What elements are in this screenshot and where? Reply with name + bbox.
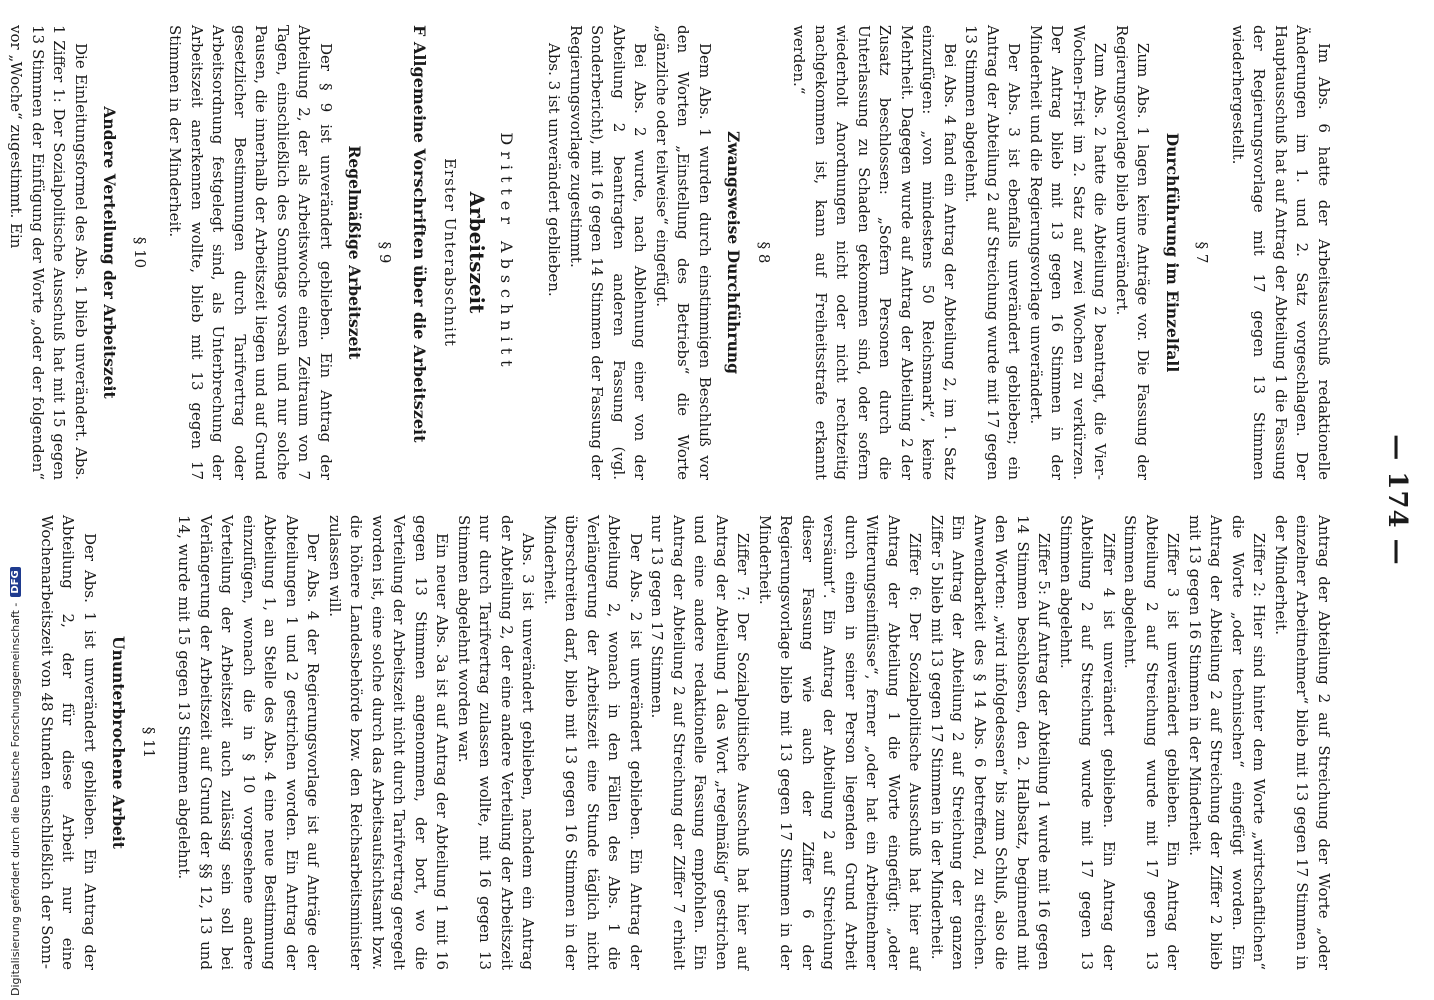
section-heading: Zwangsweise Durchführung [724, 131, 744, 374]
paragraph: Abs. 3 ist unverändert geblieben. [545, 43, 564, 297]
paragraph: Ziffer 2: Hier sind hinter dem Worte „wirtschaftlichen“ die Worte „oder technischen“ eingefügt worden. Ein Antrag der Abteilung 2 auf Streichung der Ziffer 2 blieb mit 13 gegen 16 Stimmen in der Minderheit. [1186, 515, 1269, 970]
section-heading: Durchführung im Einzelfall [1163, 132, 1182, 373]
part-heading: Dritter Abschnitt [497, 132, 516, 373]
paragraph: Ein neuer Abs. 3a ist auf Antrag der Abteilung 1 mit 16 gegen 13 Stimmen angenommen, der bort, wo die Verteilung der Arbeitszeit nicht durch Tarifvertrag geregelt worden ist, eine solche durch das Arbeitsaufsichtsamt bzw. die höhere Landesbehörde bzw. den Reichsarbeitsminister zulassen will. [326, 515, 452, 970]
section-heading: Andere Verteilung der Arbeitszeit [100, 106, 120, 399]
paragraph: Zum Abs. 2 hatte die Abteilung 2 beantragt, die Vier-Wochen-Frist im 2. Satz auf zwei Wochen zu verkürzen. Der Antrag blieb mit 13 gegen 16 Stimmen in der Minderheit und die Regierungsvorlage unverändert. [1027, 25, 1110, 480]
section-number: § 11 [140, 726, 158, 759]
right-column [36, 515, 1335, 970]
subsection-label: Erster Unterabschnitt [441, 158, 459, 347]
left-column [5, 25, 1334, 480]
paragraph: Antrag der Abteilung 2 auf Streichung der Worte „oder einzelner Arbeitnehmer“ blieb mit 13 gegen 17 Stimmen in der Minderheit. [1272, 515, 1333, 970]
paragraph: Abs. 3 ist unverändert geblieben, nachdem ein Antrag der Abteilung 2, der eine andere Verteilung der Arbeitszeit nur durch Tarifvertrag zulassen wollte, mit 16 gegen 13 Stimmen abgelehnt worden war. [455, 515, 538, 970]
paragraph: Der Abs. 2 ist unverändert geblieben. Ein Antrag der Abteilung 2, wonach in den Fällen des Abs. 1 die Verlängerung der Arbeitszeit eine Stunde täglich nicht überschreiten darf, blieb mit 13 gegen 16 Stimmen in der Minderheit. [541, 515, 645, 970]
section-heading: Ununterbrochene Arbeit [109, 636, 129, 849]
paragraph: Bei Abs. 4 fand ein Antrag der Abteilung 2, im 1. Satz einzufügen: „von mindestens 50 Reichsmark“, keine Mehrheit. Dagegen wurde auf Antrag der Abteilung 2 der Zusatz beschlossen: „Sofern Personen durch die Unterlassung zu Schaden gekommen sind, oder sofern wiederholt Anordnungen nicht oder nicht rechtzeitig nachgekommen ist, kann auf Freiheitsstrafe erkannt werden.“ [790, 25, 959, 480]
section-heading: Regelmäßige Arbeitszeit [345, 145, 365, 360]
section-number: § 8 [755, 241, 773, 264]
group-heading: F Allgemeine Vorschriften über die Arbeitszeit [410, 25, 430, 443]
section-number: § 10 [131, 236, 149, 269]
paragraph: Ziffer 3 ist unverändert geblieben. Ein Antrag der Abteilung 2 auf Streichung wurde mit 17 gegen 13 Stimmen abgelehnt. [1121, 515, 1183, 970]
paragraph: Dem Abs. 1 wurden durch einstimmigen Beschluß vor den Worten „Einstellung des Betriebs“ die Worte „gänzliche oder teilweise“ eingefügt. [653, 25, 714, 480]
paragraph: Im Abs. 6 hatte der Arbeitsausschuß redaktionelle Änderungen im 1. und 2. Satz vorgeschlagen. Der Hauptausschuß hat auf Antrag der Abteilung 1 die Fassung der Regierungsvorlage mit 17 gegen 13 Stimmen wiederhergestellt. [1229, 25, 1333, 480]
paragraph: Ziffer 5: Auf Antrag der Abteilung 1 wurde mit 16 gegen 14 Stimmen beschlossen, den 2. Halbsatz, beginnend mit den Worten: „wird infolgedessen“ bis zum Schluß, also die Anwendbarkeit des § 14 Abs. 6 betreffend, zu streichen. Ein Antrag der Abteilung 2 auf Streichung der ganzen Ziffer 5 blieb mit 13 gegen 17 Stimmen in der Minderheit. [928, 515, 1054, 970]
section-number: § 9 [376, 241, 394, 264]
paragraph: Ziffer 4 ist unverändert geblieben. Ein Antrag der Abteilung 2 auf Streichung wurde mit 17 gegen 13 Stimmen abgelehnt. [1057, 515, 1118, 970]
paragraph: Zum Abs. 1 lagen keine Anträge vor. Die Fassung der Regierungsvorlage blieb unverändert. [1113, 25, 1153, 480]
part-title: Arbeitszeit [465, 191, 490, 314]
paragraph: Der § 9 ist unverändert geblieben. Ein Antrag der Abteilung 2, der als Arbeitswoche einen Zeitraum von 7 Tagen, einschließlich des Sonntags vorsah und nur solche Pausen, die innerhalb der Arbeitszeit liegen und auf Grund gesetzlicher Bestimmungen durch Tarifvertrag oder Arbeitsordnung festgelegt sind, als Unterbrechung der Arbeitszeit anerkennen wollte, blieb mit 13 gegen 17 Stimmen in der Minderheit. [166, 25, 335, 480]
paragraph: Ziffer 7: Der Sozialpolitische Ausschuß hat hier auf Antrag der Abteilung 1 das Wort „regelmäßig“ gestrichen und eine andere redaktionelle Fassung empfohlen. Ein Antrag der Abteilung 2 auf Streichung der Ziffer 7 erhielt nur 13 gegen 17 Stimmen. [648, 515, 753, 970]
page-number: — 174 — [1382, 434, 1412, 566]
digitization-footer [0, 0, 30, 1000]
footer-text: Digitalisierung gefördert durch die Deutsche Forschungsgemeinschaft - [9, 602, 22, 996]
paragraph: Der Abs. 3 ist ebenfalls unverändert geblieben; ein Antrag der Abteilung 2 auf Streichung wurde mit 17 gegen 13 Stimmen abgelehnt. [962, 25, 1024, 480]
dfg-logo: DFG [10, 567, 21, 596]
paragraph: Bei Abs. 2 wurde, nach Ablehnung einer von der Abteilung 2 beantragten anderen Fassung (vgl. Sonderbericht), mit 16 gegen 14 Stimmen der Fassung der Regierungsvorlage zugestimmt. [567, 25, 650, 480]
paragraph: Ziffer 6: Der Sozialpolitische Ausschuß hat hier auf Antrag der Abteilung 1 die Worte eingefügt: „oder Witterungseinflüsse“, ferner „oder hat ein Arbeitnehmer durch einen in seiner Person liegenden Grund Arbeit versäumt“. Ein Antrag der Abteilung 2 auf Streichung dieser Fassung wie auch der Ziffer 6 der Regierungsvorlage blieb mit 13 gegen 17 Stimmen in der Minderheit. [756, 515, 925, 970]
paragraph: Der Abs. 4 der Regierungsvorlage ist auf Anträge der Abteilungen 1 und 2 gestrichen worden. Ein Antrag der Abteilung 1, an Stelle des Abs. 4 eine neue Bestimmung einzufügen, wonach die in § 10 vorgesehene andere Verteilung der Arbeitszeit auch zulässig sein soll bei Verlängerung der Arbeitszeit auf Grund der §§ 12, 13 und 14, wurde mit 15 gegen 13 Stimmen abgelehnt. [175, 515, 323, 970]
section-number: § 7 [1193, 241, 1212, 264]
paragraph: Die Einleitungsformel des Abs. 1 blieb unverändert. Abs. 1 Ziffer 1: Der Sozialpolitische Ausschuß hat mit 15 gegen 13 Stimmen der Einfügung der Worte „oder der folgenden“ vor „Woche“ zugestimmt. Ein [7, 25, 90, 480]
paragraph: Der Abs. 1 ist unverändert geblieben. Ein Antrag der Abteilung 2, der für diese Arbeit nur eine Wochenarbeitszeit von 48 Stunden einschließlich der Sonn- [38, 515, 99, 970]
